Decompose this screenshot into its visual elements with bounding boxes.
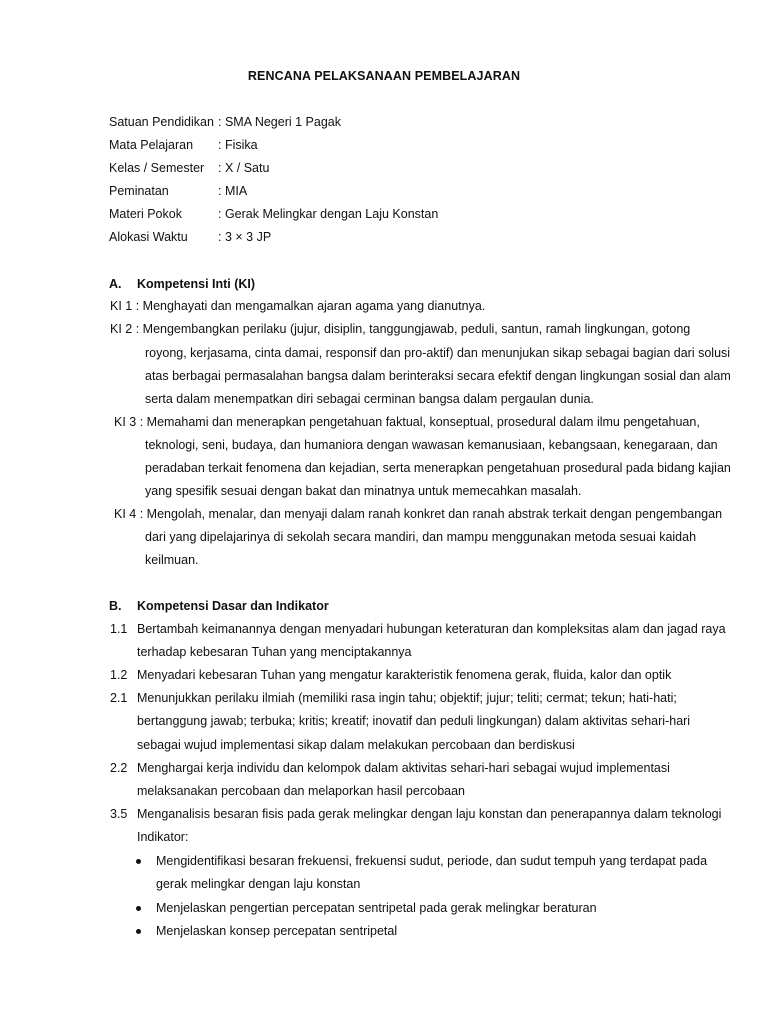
ki-line: keilmuan. [145,553,199,567]
kd-number: 3.5 [110,807,128,821]
kd-line: bertanggung jawab; terbuka; kritis; kreatif; inovatif dan peduli lingkungan) dalam aktivitas sehari-hari [137,714,691,728]
section-a-letter: A. [109,277,122,291]
ki-line: teknologi, seni, budaya, dan humaniora dengan wawasan kemanusiaan, kebangsaan, kenegaraan, dan [145,438,718,452]
ki-line: serta dalam menempatkan diri sebagai cerminan bangsa dalam pergaulan dunia. [145,392,594,406]
identity-value: : 3 × 3 JP [218,230,272,244]
indicator-item: Menjelaskan konsep percepatan sentripetal [156,924,398,938]
ki-line: KI 2 : Mengembangkan perilaku (jujur, disiplin, tanggungjawab, peduli, santun, ramah lingkungan, gotong [110,322,691,336]
indicator-item: gerak melingkar dengan laju konstan [156,877,361,891]
section-b-heading: Kompetensi Dasar dan Indikator [137,599,329,613]
ki-line: KI 3 : Memahami dan menerapkan pengetahuan faktual, konseptual, prosedural dalam ilmu pengetahuan, [114,415,700,429]
identity-value: : X / Satu [218,161,270,175]
kd-number: 1.1 [110,622,128,636]
kd-line: Menunjukkan perilaku ilmiah (memiliki rasa ingin tahu; objektif; jujur; teliti; cermat; tekun; hati-hati; [137,691,677,705]
kd-line: Menyadari kebesaran Tuhan yang mengatur karakteristik fenomena gerak, fluida, kalor dan optik [137,668,672,682]
bullet-icon [136,929,141,934]
kd-line: melaksanakan percobaan dan melaporkan hasil percobaan [137,784,465,798]
indicator-heading: Indikator: [137,830,189,844]
kd-line: Menghargai kerja individu dan kelompok dalam aktivitas sehari-hari sebagai wujud implementasi [137,761,670,775]
identity-label: Kelas / Semester [109,161,205,175]
ki-line: royong, kerjasama, cinta damai, responsif dan pro-aktif) dan menunjukan sikap sebagai bagian dari solusi [145,346,731,360]
indicator-item: Menjelaskan pengertian percepatan sentripetal pada gerak melingkar beraturan [156,901,597,915]
ki-line: atas berbagai permasalahan bangsa dalam berinteraksi secara efektif dengan lingkungan sosial dan alam [145,369,731,383]
section-a-heading: Kompetensi Inti (KI) [137,277,256,291]
indicator-item: Mengidentifikasi besaran frekuensi, frekuensi sudut, periode, dan sudut tempuh yang terdapat pada [156,854,708,868]
kd-number: 1.2 [110,668,128,682]
identity-value: : MIA [218,184,248,198]
bullet-icon [136,859,141,864]
kd-line: Bertambah keimanannya dengan menyadari hubungan keteraturan dan kompleksitas alam dan jagad raya [137,622,726,636]
kd-number: 2.2 [110,761,128,775]
ki-line: dari yang dipelajarinya di sekolah secara mandiri, dan mampu menggunakan metoda sesuai kaidah [145,530,697,544]
kd-number: 2.1 [110,691,128,705]
kd-line: terhadap kebesaran Tuhan yang menciptakannya [137,645,412,659]
identity-value: : Fisika [218,138,258,152]
identity-label: Mata Pelajaran [109,138,194,152]
identity-label: Alokasi Waktu [109,230,188,244]
bullet-icon [136,906,141,911]
identity-label: Materi Pokok [109,207,182,221]
identity-label: Peminatan [109,184,169,198]
ki-line: KI 4 : Mengolah, menalar, dan menyaji dalam ranah konkret dan ranah abstrak terkait dengan pengembangan [114,507,723,521]
identity-value: : Gerak Melingkar dengan Laju Konstan [218,207,439,221]
ki-line: KI 1 : Menghayati dan mengamalkan ajaran agama yang dianutnya. [110,299,486,313]
section-b-letter: B. [109,599,122,613]
identity-label: Satuan Pendidikan [109,115,214,129]
kd-line: sebagai wujud implementasi sikap dalam melakukan percobaan dan berdiskusi [137,738,575,752]
identity-value: : SMA Negeri 1 Pagak [218,115,341,129]
ki-line: peradaban terkait fenomena dan kejadian, serta menerapkan pengetahuan prosedural pada bidang kajian [145,461,731,475]
page-title: RENCANA PELAKSANAAN PEMBELAJARAN [247,69,521,83]
ki-line: yang spesifik sesuai dengan bakat dan minatnya untuk memecahkan masalah. [145,484,582,498]
kd-line: Menganalisis besaran fisis pada gerak melingkar dengan laju konstan dan penerapannya dalam teknologi [137,807,722,821]
